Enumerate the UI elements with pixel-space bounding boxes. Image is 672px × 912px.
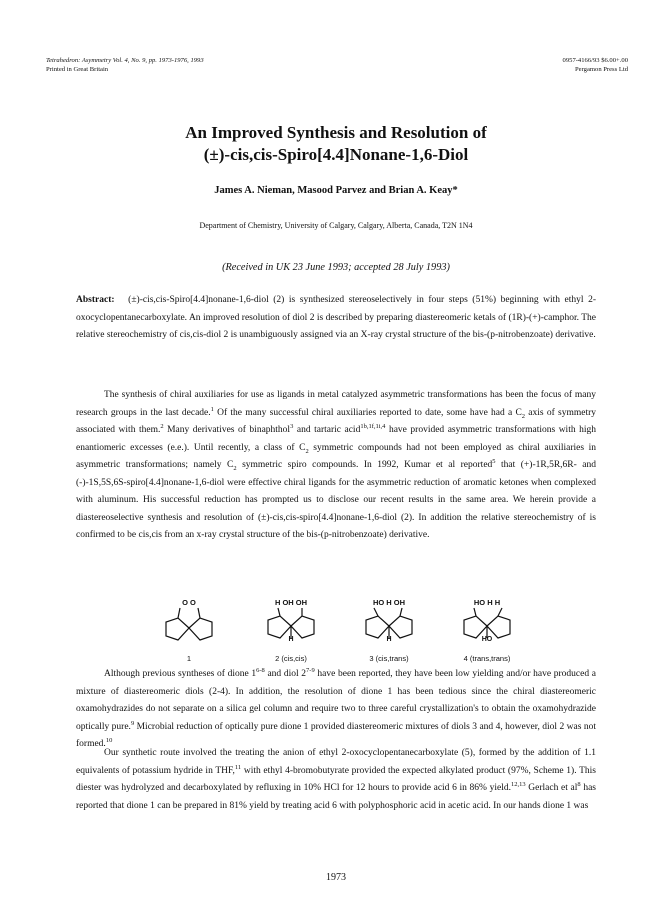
- p1-text-i: that (+)-1R,5R,6R- and (-)-1S,5S,6S-spiro[4.4]nonane-1,6-diol were effective chiral ligands for the asymmetric reduction of aromatic ketones when complexed with aluminum. His successful reduction has prompted us to disclose our recent results in the same area. We herein provide a diastereoselective synthesis and resolution of (±)-cis,cis-spiro[4.4]nonane-1,6-diol (2). In addition the relative stereochemistry of is confirmed to be cis,cis from an x-ray crystal structure of the bis-(p-nitrobenzoate) derivative.: [76, 460, 596, 540]
- title-line-2: (±)-cis,cis-Spiro[4.4]Nonane-1,6-Diol: [203, 145, 469, 164]
- cis-trans-diol-structure: [344, 606, 434, 650]
- printed-location: Printed in Great Britain: [46, 66, 109, 73]
- p1-text-a: The synthesis of chiral auxiliaries for use as ligands in metal catalyzed asymmetric transformations has been the focus of many research groups in the last decade.: [76, 390, 596, 418]
- issn-price: 0957-4166/93 $6.00+.00: [562, 57, 628, 64]
- title-line-1: An Improved Synthesis and Resolution of: [185, 123, 487, 142]
- ref-2: 2: [160, 422, 164, 430]
- p1-text-b: Of the many successful chiral auxiliaries reported to date, some have had a C: [213, 407, 522, 418]
- ref-1: 1: [210, 405, 214, 413]
- ref-8: 8: [577, 780, 581, 788]
- p3-text-a: Our synthetic route involved the treating the anion of ethyl 2-oxocyclopentanecarboxylate (5), formed by the addition of 1.1 equivalents of potassium hydride in THF,: [76, 748, 596, 776]
- p1-text-d: Many derivatives of binaphthol: [163, 425, 291, 435]
- ref-6-8: 6-8: [256, 666, 265, 674]
- page-number: 1973: [326, 872, 346, 883]
- abstract-label: Abstract:: [76, 295, 115, 305]
- p1-text-g: symmetric compounds had not been employed as chiral auxiliaries in asymmetric transformations; namely C: [76, 442, 596, 470]
- compound-2: [246, 598, 336, 668]
- abstract: [76, 292, 596, 345]
- structures-figure: [76, 598, 596, 668]
- ref-10: 10: [105, 736, 113, 744]
- compound-1-atoms: O O: [182, 598, 196, 607]
- p2-text-b: and diol 2: [264, 669, 307, 679]
- compound-3: [344, 598, 434, 668]
- trans-trans-diol-structure: [442, 606, 532, 650]
- paragraph-3: [76, 745, 596, 815]
- p1-text-h: symmetric spiro compounds. In 1992, Kumar et al reported: [236, 460, 493, 470]
- compound-3-bottom-atom: H: [386, 636, 392, 643]
- p1-text-c: axis of symmetry associated with them.: [76, 407, 596, 435]
- ref-4: 1b,1f,1i,4: [360, 422, 386, 430]
- ref-11: 11: [234, 763, 242, 771]
- spiro-dione-structure: [144, 606, 234, 650]
- compound-3-label: 3 (cis,trans): [369, 654, 409, 663]
- publisher: Pergamon Press Ltd: [575, 66, 628, 73]
- paper-title: [0, 122, 672, 166]
- received-dates: (Received in UK 23 June 1993; accepted 28 July 1993): [222, 262, 450, 273]
- compound-4-bottom-atom: HO: [481, 636, 493, 643]
- affiliation: Department of Chemistry, University of Calgary, Calgary, Alberta, Canada, T2N 1N4: [199, 221, 473, 230]
- ref-9: 9: [130, 719, 135, 727]
- paragraph-2: [76, 666, 596, 754]
- author-list: James A. Nieman, Masood Parvez and Brian A. Keay*: [214, 185, 458, 196]
- cis-cis-diol-structure: [246, 606, 336, 650]
- subscript-2b: 2: [305, 447, 309, 455]
- compound-4-atoms: HO H H: [473, 598, 501, 607]
- p3-text-c: Gerlach et al: [525, 783, 578, 793]
- compound-2-atoms: H OH OH: [274, 598, 308, 607]
- ref-5: 5: [492, 457, 496, 465]
- journal-header-left: [46, 56, 204, 74]
- journal-header-right: [563, 56, 628, 74]
- compound-4: [442, 598, 532, 668]
- compound-4-label: 4 (trans,trans): [463, 654, 511, 663]
- ref-12-13: 12,13: [511, 780, 526, 788]
- p1-text-e: and tartaric acid: [293, 425, 361, 435]
- paragraph-1: [76, 387, 596, 545]
- p3-text-b: with ethyl 4-bromobutyrate provided the expected alkylated product (97%, Scheme 1). This diester was hydrolyzed and decarboxylated by refluxing in 10% HCl for 12 hours to provide acid 6 in 86% yield.: [76, 765, 596, 793]
- compound-1: [144, 598, 234, 668]
- ref-7-9: 7-9: [306, 666, 315, 674]
- compound-1-label: 1: [186, 654, 192, 663]
- compound-2-label: 2 (cis,cis): [275, 654, 307, 663]
- p2-text-c: have been reported, they have been low yielding and/or have produced a mixture of diastereomeric diols (2-4). In addition, the resolution of dione 1 has been tedious since the chiral diastereomeric oxamohydrazides do not separate on a silica gel column and require two to three careful crystallization's to obtain the oxamohydrazide optically pure.: [76, 669, 596, 732]
- ref-3: 3: [290, 422, 294, 430]
- p1-text-f: have provided asymmetric transformations with high enantiomeric excesses (e.e.). Until recently, a class of C: [76, 425, 596, 453]
- abstract-text: (±)-cis,cis-Spiro[4.4]nonane-1,6-diol (2) is synthesized stereoselectively in four steps (51%) beginning with ethyl 2-oxocyclopentanecarboxylate. An improved resolution of diol 2 is described by preparing diastereomeric ketals of (1R)-(+)-camphor. The relative stereochemistry of cis,cis-diol 2 is unambiguously assigned via an X-ray crystal structure of the bis-(p-nitrobenzoate) derivative.: [76, 295, 597, 340]
- subscript-2: 2: [521, 412, 526, 420]
- p2-text-a: Although previous syntheses of dione 1: [104, 669, 257, 679]
- journal-citation: Tetrahedron: Asymmetry Vol. 4, No. 9, pp. 1973-1976, 1993: [46, 57, 204, 64]
- compound-2-bottom-atom: H: [288, 636, 294, 643]
- compound-3-atoms: HO H OH: [372, 598, 406, 607]
- p3-text-d: has reported that dione 1 can be prepared in 81% yield by treating acid 6 with polyphosphoric acid in acetic acid. In our hands dione 1 was: [76, 783, 596, 811]
- subscript-2c: 2: [233, 464, 237, 472]
- p2-text-d: Microbial reduction of optically pure dione 1 provided diastereomeric mixtures of diols 3 and 4, however, diol 2 was not formed.: [76, 721, 596, 749]
